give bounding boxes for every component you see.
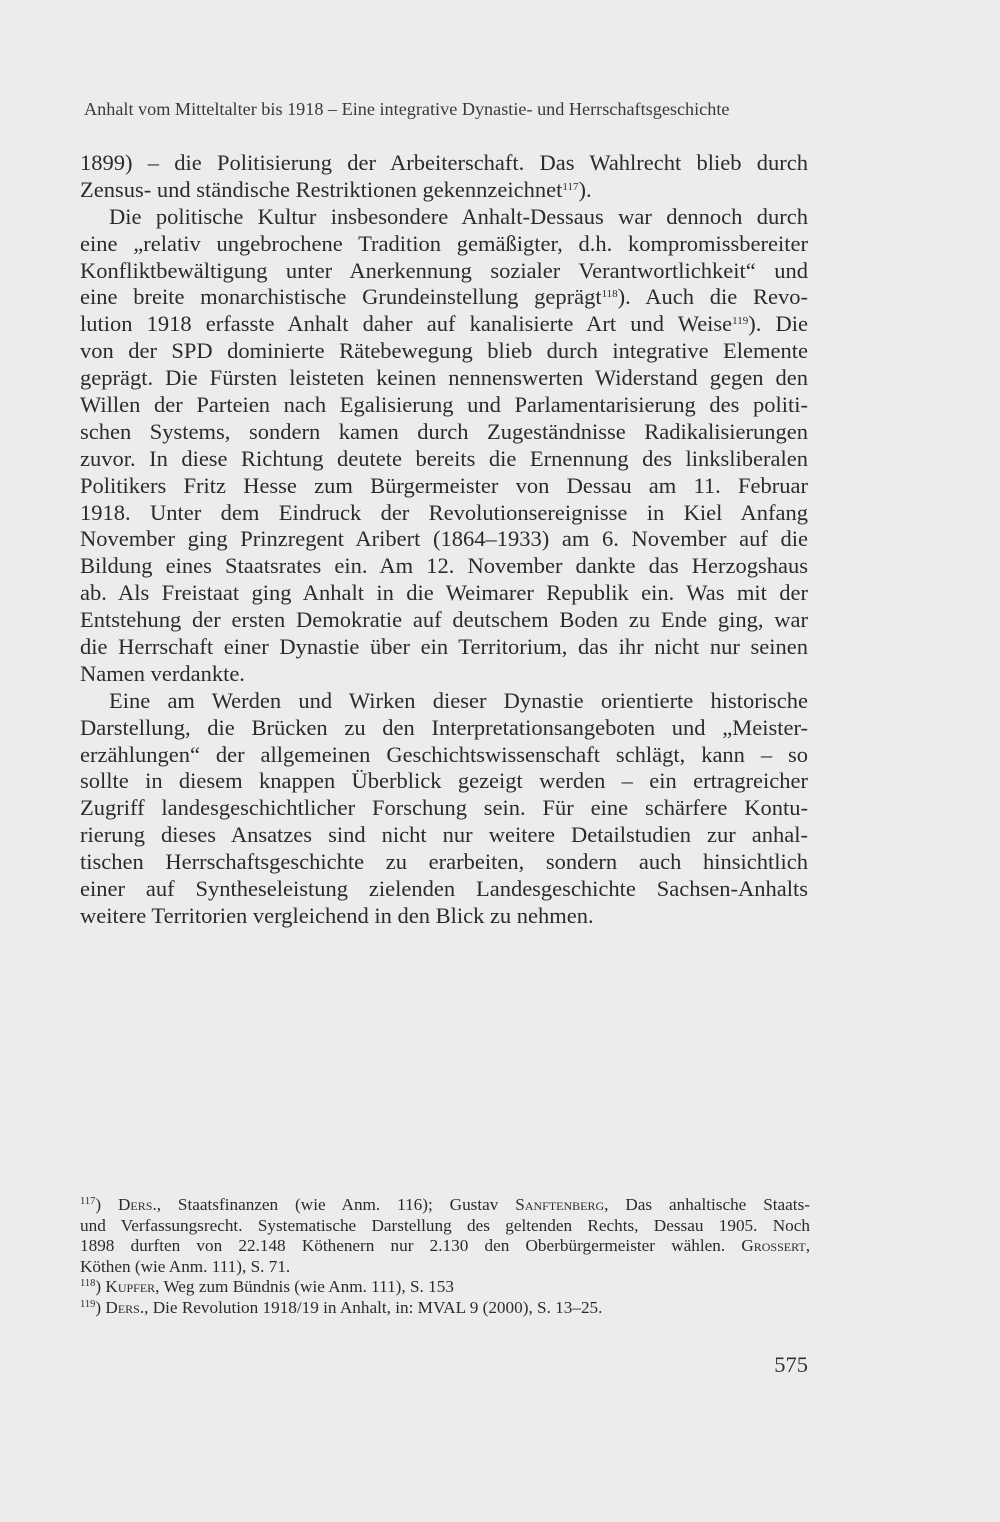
text-segment: Namen verdankte. (80, 660, 245, 686)
footnote-number: 117 (80, 1196, 96, 1207)
text-segment: Eine am Werden und Wirken dieser Dynastie orientierte historische (109, 687, 808, 713)
text-line (80, 822, 808, 849)
text-line (80, 715, 808, 742)
body-text (80, 150, 808, 930)
footnote-number: 118 (80, 1278, 96, 1290)
text-line (80, 607, 808, 634)
text-segment: ). Auch die Revo- (617, 284, 808, 310)
text-segment: geprägt. Die Fürsten leisteten keinen nennenswerten Widerstand gegen den (80, 365, 808, 391)
footnote-line (80, 1216, 810, 1237)
text-line (80, 258, 808, 285)
author-name: Sanftenberg (515, 1195, 605, 1214)
text-line (80, 795, 808, 822)
footnote-text: , Das anhaltische Staats- (604, 1195, 810, 1214)
text-segment: Konfliktbewältigung unter Anerkennung sozialer Verantwortlichkeit“ und (80, 257, 808, 283)
footnote-reference[interactable]: 117 (562, 180, 579, 193)
text-line (80, 876, 808, 903)
text-line (80, 419, 808, 446)
text-line (80, 688, 808, 715)
text-segment: Entstehung der ersten Demokratie auf deutschem Boden zu Ende ging, war (80, 607, 808, 633)
footnote-119 (80, 1298, 810, 1319)
footnote-text: ) (95, 1297, 106, 1317)
running-head: Anhalt vom Mitteltalter bis 1918 – Eine integrative Dynastie- und Herrschaftsgeschichte (84, 99, 730, 119)
author-name: Kupfer (105, 1277, 156, 1297)
footnote-text: Köthen (wie Anm. 111), S. 71. (80, 1256, 291, 1276)
page-number: 575 (774, 1352, 808, 1377)
text-segment: eine breite monarchistische Grundeinstellung geprägt (80, 284, 602, 310)
text-segment: Willen der Parteien nach Egalisierung und Parlamentarisierung des politi- (80, 392, 808, 418)
footnote-number: 119 (80, 1298, 96, 1310)
author-name: Ders (105, 1297, 140, 1317)
footnote-text: und Verfassungsrecht. Systematische Darstellung des geltenden Rechts, Dessau 1905. Noch (80, 1215, 810, 1235)
text-segment: Zugriff landesgeschichtlicher Forschung sein. Für eine schärfere Kontu- (80, 795, 808, 821)
footnote-text: ) (95, 1195, 119, 1214)
text-segment: 1899) – die Politisierung der Arbeiterschaft. Das Wahlrecht blieb durch (80, 150, 808, 175)
text-line (80, 634, 808, 661)
footnote-reference[interactable]: 118 (601, 288, 618, 301)
footnote-text: ., Staatsfinanzen (wie Anm. 116); Gustav (152, 1195, 516, 1214)
author-name: Grossert (741, 1236, 806, 1256)
text-line (80, 311, 808, 338)
text-segment: einer auf Syntheseleistung zielenden Landesgeschichte Sachsen-Anhalts (80, 876, 808, 902)
text-segment: Politikers Fritz Hesse zum Bürgermeister von Dessau am 11. Februar (80, 472, 808, 498)
text-line (80, 903, 808, 930)
text-segment: ab. Als Freistaat ging Anhalt in die Weimarer Republik ein. Was mit der (80, 580, 808, 606)
text-line (80, 365, 808, 392)
text-segment: tischen Herrschaftsgeschichte zu erarbeiten, sondern auch hinsichtlich (80, 849, 808, 875)
text-segment: schen Systems, sondern kamen durch Zugeständnisse Radikalisierungen (80, 418, 808, 444)
footnote-text: ) (95, 1277, 106, 1297)
footnote-text: 1898 durften von 22.148 Köthenern nur 2.130 den Oberbürgermeister wählen. (80, 1236, 742, 1256)
text-segment: Darstellung, die Brücken zu den Interpretationsangeboten und „Meister- (80, 714, 808, 740)
footnote-text: , Weg zum Bündnis (wie Anm. 111), S. 153 (155, 1277, 454, 1297)
text-segment: eine „relativ ungebrochene Tradition gemäßigter, d.h. kompromissbereiter (80, 230, 808, 256)
text-line (80, 500, 808, 527)
footnote-line (80, 1236, 810, 1257)
text-line (80, 849, 808, 876)
text-line (80, 231, 808, 258)
text-segment: ). Die (748, 311, 808, 337)
author-name: Ders (118, 1195, 153, 1214)
text-segment: zuvor. In diese Richtung deutete bereits die Ernennung des linksliberalen (80, 445, 808, 471)
footnotes (80, 1195, 810, 1319)
footnote-117 (80, 1195, 810, 1216)
text-segment: 1918. Unter dem Eindruck der Revolutionsereignisse in Kiel Anfang (80, 499, 808, 525)
footnote-118 (80, 1277, 810, 1298)
text-line (80, 392, 808, 419)
text-segment: lution 1918 erfasste Anhalt daher auf kanalisierte Art und Weise (80, 311, 733, 337)
text-segment: Zensus- und ständische Restriktionen gekennzeichnet (80, 176, 563, 202)
text-segment: November ging Prinzregent Aribert (1864–1933) am 6. November auf die (80, 526, 808, 552)
text-segment: rierung dieses Ansatzes sind nicht nur weitere Detailstudien zur anhal- (80, 822, 808, 848)
text-segment: Bildung eines Staatsrates ein. Am 12. November dankte das Herzogshaus (80, 553, 808, 579)
text-segment: erzählungen“ der allgemeinen Geschichtswissenschaft schlägt, kann – so (80, 741, 808, 767)
footnote-text: , (805, 1236, 810, 1256)
text-line (80, 580, 808, 607)
text-line (80, 526, 808, 553)
text-segment: Die politische Kultur insbesondere Anhalt-Dessaus war dennoch durch (109, 203, 808, 229)
text-segment: die Herrschaft einer Dynastie über ein Territorium, das ihr nicht nur seinen (80, 634, 808, 660)
text-line (80, 446, 808, 473)
text-line (80, 338, 808, 365)
text-line (80, 768, 808, 795)
text-line (80, 204, 808, 231)
text-line (80, 177, 808, 204)
text-segment: sollte in diesem knappen Überblick gezeigt werden – ein ertragreicher (80, 768, 808, 794)
text-segment: von der SPD dominierte Rätebewegung blieb durch integrative Elemente (80, 338, 808, 364)
text-line (80, 284, 808, 311)
text-line (80, 742, 808, 769)
footnote-line (80, 1257, 810, 1278)
text-line (80, 473, 808, 500)
text-line (80, 150, 808, 177)
text-line (80, 661, 808, 688)
text-segment: ). (578, 176, 592, 202)
text-segment: weitere Territorien vergleichend in den Blick zu nehmen. (80, 902, 594, 928)
footnote-text: ., Die Revolution 1918/19 in Anhalt, in: MVAL 9 (2000), S. 13–25. (139, 1297, 603, 1317)
text-line (80, 553, 808, 580)
footnote-reference[interactable]: 119 (732, 315, 749, 328)
